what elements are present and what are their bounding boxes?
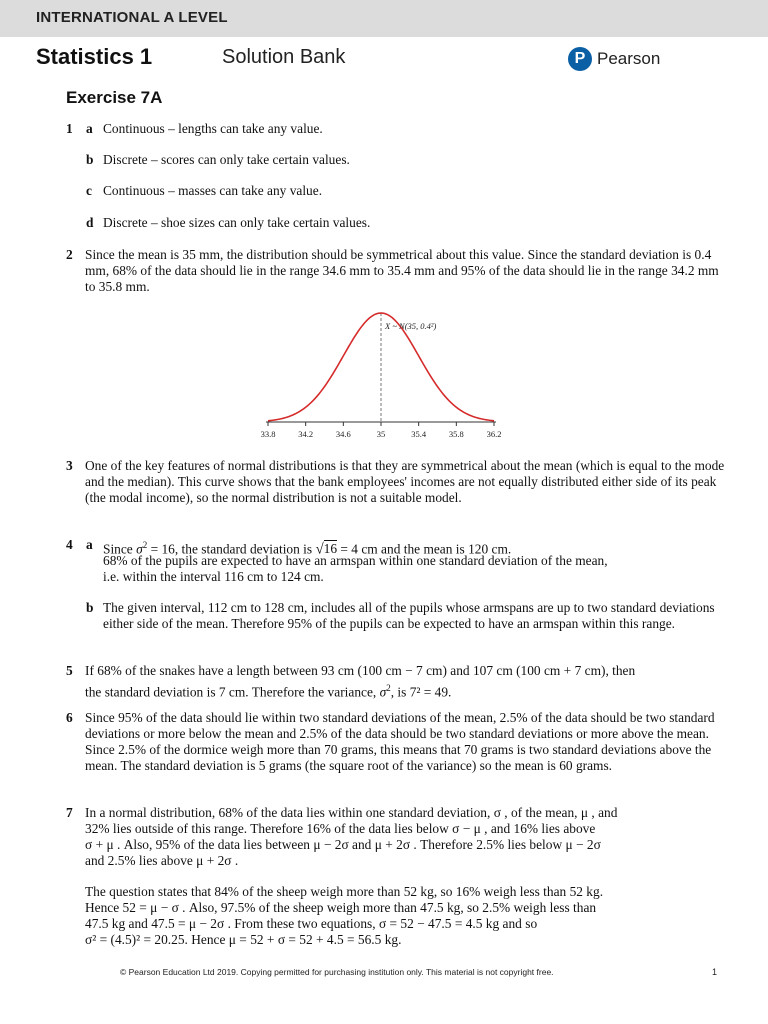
q5-line2: the standard deviation is 7 cm. Therefore the variance, $\sigma^2$, is 7² = 49. — [85, 683, 452, 700]
q7-p2-line3: 47.5 kg and 47.5 = μ − 2σ . From these two equations, σ = 52 − 47.5 = 4.5 kg and so — [85, 916, 538, 931]
q1-d-text: Discrete – shoe sizes can only take certain values. — [103, 215, 371, 230]
q5-line2-pre: the standard deviation is 7 cm. Therefore the variance, — [85, 684, 380, 700]
copyright-footer: © Pearson Education Ltd 2019. Copying permitted for purchasing institution only. This material is not copyright free. — [120, 967, 554, 977]
q4-a-mid: = 16, the standard deviation is — [147, 541, 316, 557]
distribution-annotation: X ~ N(35, 0.4²) — [385, 321, 437, 331]
q7-number: 7 — [66, 805, 73, 820]
q7-p1-line4: and 2.5% lies above μ + 2σ . — [85, 853, 239, 868]
x-tick-label: 35.8 — [448, 429, 464, 439]
q1-a-text: Continuous – lengths can take any value. — [103, 121, 323, 136]
page-number: 1 — [712, 967, 718, 977]
q4-a-line1: Since $\sigma^2 = 16$, the standard deviation is √16 = 4 cm and the mean is 120 cm. — [103, 540, 512, 558]
q4-b-label: b — [86, 600, 94, 615]
q3-number: 3 — [66, 458, 73, 473]
q1-c-text: Continuous – masses can take any value. — [103, 183, 323, 198]
q6-text: Since 95% of the data should lie within two standard deviations of the mean, 2.5% of the data should be two standard deviations or more below the mean and 2.5% of the data should be two standard deviations or more above the mean. Since 2.5% of the dormice weigh more than 70 grams, this means that 70 grams is two standard deviations above the mean. The standard deviation is 5 grams (the square root of the variance) so the mean is 60 grams. — [85, 710, 715, 773]
q1-b-text: Discrete – scores can only take certain values. — [103, 152, 350, 167]
q4-a-pre: Since — [103, 541, 137, 557]
q7-p2-line2: Hence 52 = μ − σ . Also, 97.5% of the sheep weigh more than 47.5 kg, so 2.5% weigh less than — [85, 900, 597, 915]
q1-b-label: b — [86, 152, 94, 167]
q4-a-post: = 4 cm and the mean is 120 cm. — [337, 541, 512, 557]
course-title: Statistics 1 — [36, 44, 153, 69]
pearson-logo — [568, 47, 660, 71]
q1-c-label: c — [86, 183, 92, 198]
q7-p2-line1: The question states that 84% of the sheep weigh more than 52 kg, so 16% weigh less than 52 kg. — [85, 884, 604, 899]
q1-number: 1 — [66, 121, 73, 136]
q5-number: 5 — [66, 663, 73, 678]
q2-text: Since the mean is 35 mm, the distribution should be symmetrical about this value. Since the standard deviation is 0.4 mm, 68% of the data should lie in the range 34.6 mm to 35.4 mm and 95% of the data should lie in the range 34.2 mm to 35.8 mm. — [85, 247, 719, 294]
q6-number: 6 — [66, 710, 73, 725]
q3-text: One of the key features of normal distributions is that they are symmetrical about the mean (which is equal to the mode and the median). This curve shows that the bank employees' incomes are not equally distributed either side of its peak (the modal income), so the normal distribution is not a suitable model. — [85, 458, 725, 505]
solution-bank-label: Solution Bank — [222, 46, 346, 68]
x-tick-label: 35.4 — [411, 429, 427, 439]
q4-a-root: 16 — [323, 541, 338, 557]
x-tick-label: 35 — [376, 429, 386, 439]
x-tick-label: 34.2 — [298, 429, 314, 439]
q4-a-label: a — [86, 537, 93, 552]
q4-a-line2: 68% of the pupils are expected to have an armspan within one standard deviation of the mean, — [103, 553, 608, 568]
q7-p1-line2: 32% lies outside of this range. Therefore 16% of the data lies below σ − μ , and 16% lies above — [85, 821, 596, 836]
q2-number: 2 — [66, 247, 73, 262]
exercise-title: Exercise 7A — [66, 88, 163, 107]
q1-a-label: a — [86, 121, 93, 136]
q5-line2-post: , is 7² = 49. — [390, 684, 452, 700]
normal-distribution-chart — [258, 305, 508, 445]
q5-line1: If 68% of the snakes have a length between 93 cm (100 cm − 7 cm) and 107 cm (100 cm + 7 cm), then — [85, 663, 636, 678]
x-tick-label: 34.6 — [335, 429, 351, 439]
q7-p2-line4: σ² = (4.5)² = 20.25. Hence μ = 52 + σ = 52 + 4.5 = 56.5 kg. — [85, 932, 402, 947]
pearson-logo-text: Pearson — [597, 49, 661, 68]
pearson-logo-icon: P — [568, 47, 592, 71]
q7-p1-line1: In a normal distribution, 68% of the data lies within one standard deviation, σ , of the mean, μ , and — [85, 805, 618, 820]
q4-a-line3: i.e. within the interval 116 cm to 124 cm. — [103, 569, 324, 584]
q1-d-label: d — [86, 215, 94, 230]
x-tick-label: 33.8 — [260, 429, 276, 439]
x-tick-label: 36.2 — [486, 429, 502, 439]
level-label: INTERNATIONAL A LEVEL — [36, 9, 228, 26]
q4-b-text: The given interval, 112 cm to 128 cm, includes all of the pupils whose armspans are up to two standard deviations either side of the mean. Therefore 95% of the pupils can be expected to have an armspan within this range. — [103, 600, 715, 631]
sigma-symbol: σ — [136, 541, 143, 557]
q4-number: 4 — [66, 537, 73, 552]
q7-p1-line3: σ + μ . Also, 95% of the data lies between μ − 2σ and μ + 2σ . Therefore 2.5% lies below μ − 2σ — [85, 837, 601, 852]
sigma-symbol: σ — [379, 684, 387, 700]
